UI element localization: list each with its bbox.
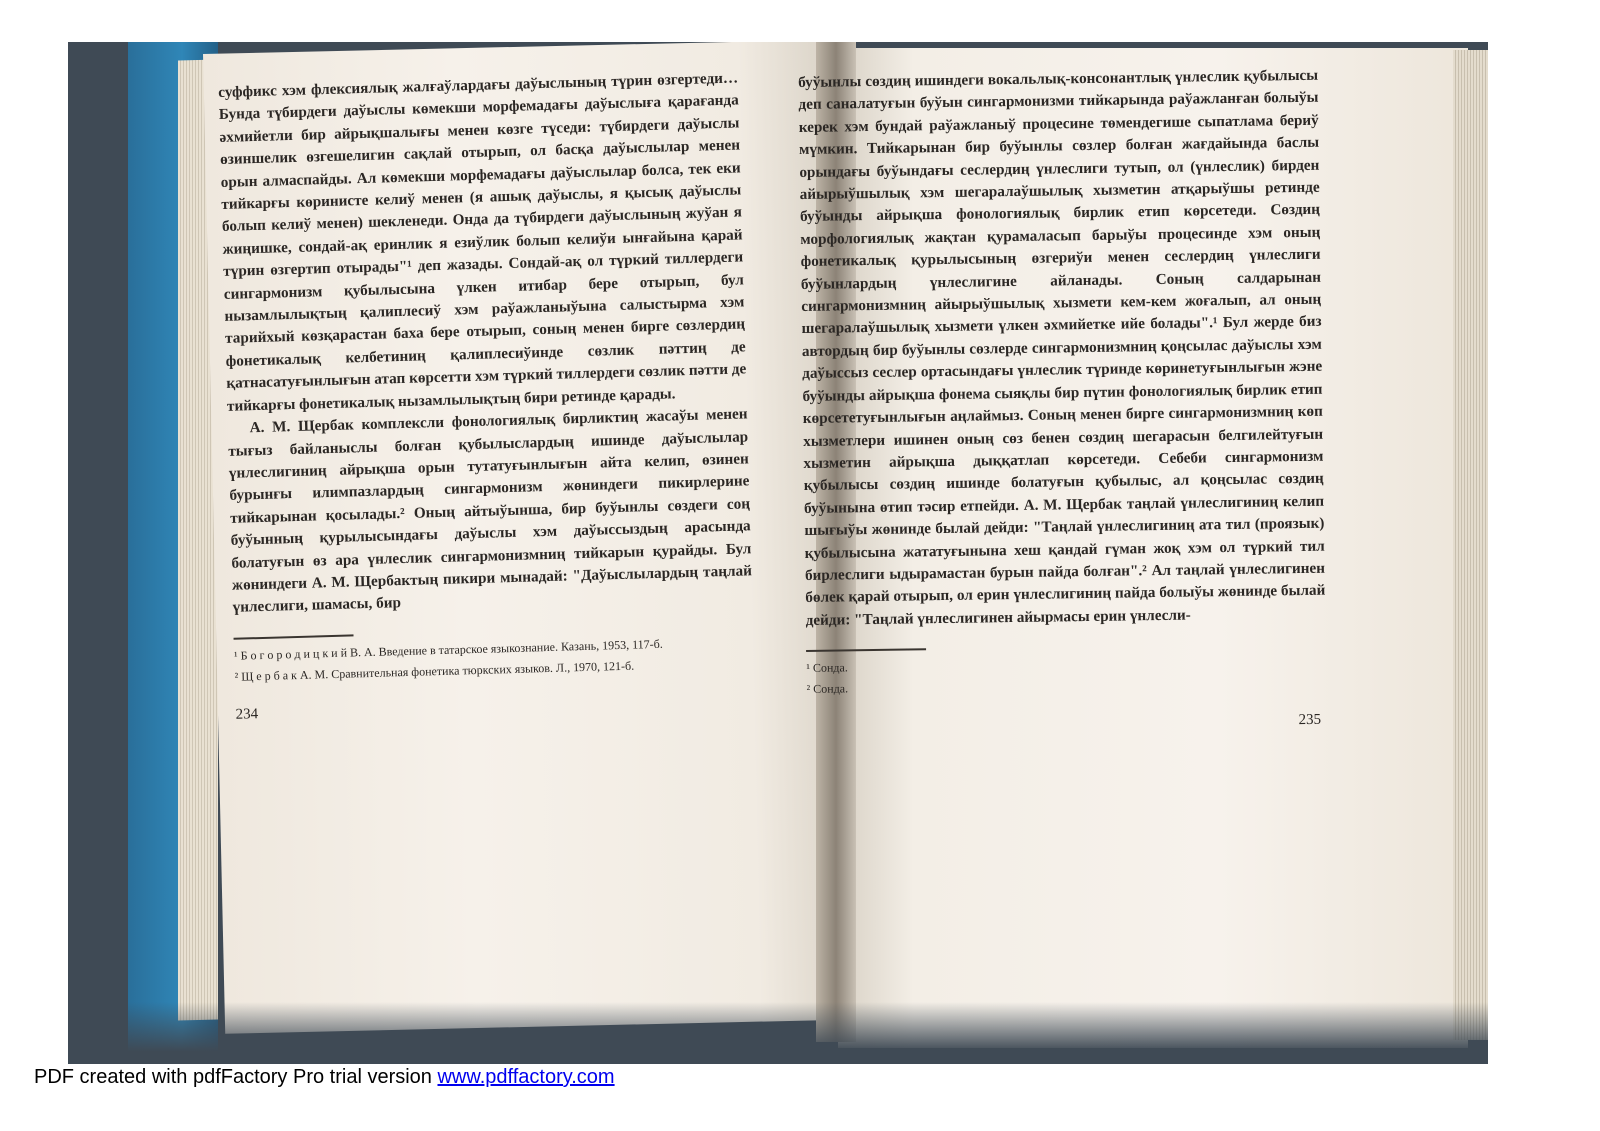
right-paragraph-1: буўынлы сөздиң ишиндеги вокальлық-консонантлық үнлеслик қубылысы деп саналатуғын буўын сингармонизми тийкарында раўажланған болыўы керек хэм бундай раўажланыў процесине төмендегише сыпатлама бериў мүмкин. Тийкарынан бир буўынлы сөзлер болған жағдайында баслы орындағы буўындағы сеслердиң үнлеслиги тутып, ол (үнлеслик) бирден айырыўшылық хэм шегаралаўшылық хызметин атқарыўшы ретинде буўынды айрықша фонологиялық бирлик етип көрсетеди. Сөздиң морфологиялық жақтан қурамаласып барыўы процесинде хэм оның фонетикалық қурылысының өзгериўи менен сеслердиң үнлеслиги буўынлардың үнлеслигине айланады. Соның салдарынан сингармонизмниң айырыўшылық хызмети кем-кем жоғалып, ал оның шегаралаўшылық хызмети үлкен әхмийетке ийе болады".¹ Бул жерде биз автордың бир буўынлы сөзлерде сингармонизмниң қоңсылас даўыслы хэм даўыссыз сеслер ортасындағы үнлеслик түринде көринетуғынлығын жэне буўынды айрықша фонема сыяқлы бир пүтин фонологиялық бирлик етип көрсететуғынлығын аңлаймыз. Соның менен бирге сингармонизмниң көп хызметлери ишинен оның сөз бенен сөздиң шегарасын белгилейтуғын хызметин айрықша дыққатлап көрсетеди. Себеби сингармонизм қубылысы сөздиң ишинде болатуғын қубылыс, ал қоңсылас сөздиң буўынына өтип тәсир етпейди. А. М. Щербак таңлай үнлеслигиниң келип шығыўы жөнинде былай дейди: "Таңлай үнлеслигиниң ата тил (проязык) қубылысына жататуғынына хеш қандай гүман жоқ хэм ол түркий тил бирлеслиги ыдырамастан бурын пайда болған".² Ал таңлай үнлеслигинен бөлек қарай отырып, ол ерин үнлеслигиниң пайда болыўы жөнинде былай дейди: "Таңлай үнлеслигинен айырмасы ерин үнлесли- bbox=[798, 66, 1326, 629]
footnote-divider bbox=[234, 634, 354, 639]
left-page-text bbox=[218, 67, 756, 725]
left-paragraph-2: А. М. Щербак комплексли фонологиялық бирликтиң жасаўы менен тығыз байланыслы болған қубылыслардың ишинде даўыслылар үнлеслигиниң айрықша орын тутатуғынлығын айта келип, өзинен бурынғы илимпазлардың сингармонизм жөниндеги пикирлерине тийкарынан қосылады.² Оның айтыўынша, бир буўынлы сөздеги соң буўынның қурылысындағы даўыслы хэм даўыссыздың арасында болатуғын өз ара үнлеслик сингармонизмниң тийкарын қурайды. Бул жөниндеги А. М. Щербактың пикири мынадай: "Даўыслылардың таңлай үнлеслиги, шамасы, бир bbox=[228, 405, 753, 617]
right-page-stack bbox=[1453, 50, 1488, 1040]
right-page-text bbox=[798, 65, 1327, 739]
footer-text: PDF created with pdfFactory Pro trial version bbox=[34, 1066, 438, 1088]
pdf-footer bbox=[34, 1066, 615, 1089]
left-footnote-2: ² Щ е р б а к А. М. Сравнительная фонетика тюркских языков. Л., 1970, 121-б. bbox=[234, 658, 635, 684]
footnote-divider bbox=[806, 648, 926, 652]
left-page-number: 234 bbox=[235, 705, 259, 723]
pdffactory-link[interactable]: www.pdffactory.com bbox=[437, 1066, 615, 1088]
left-paragraph-1: суффикс хэм флексиялық жалғаўлардағы даўыслының түрин өзгертеди… Бунда түбирдеги даўыслы көмекши морфемадағы даўыслыға қарағанда әхмийетли бир айрықшалығы менен көзге түседи: түбирдеги даўыслы өзиншелик өзгешелигин сақлай отырып, ол басқа даўыслылар менен орын алмаспайды. Ал көмекши морфемадағы даўыслылар болса, тек еки тийкарғы көринисте келиў менен (я ашық даўыслы, я қысық даўыслы болып келиў менен) шекленеди. Онда да түбирдеги даўыслының жуўан я жиңишке, сондай-ақ еринлик я езиўлик болып келиўи ынғайына қарай түрин өзгертип отырады"¹ деп жазады. Сондай-ақ ол түркий тиллердеги сингармонизм қубылысына үлкен итибар бере отырып, бул нызамлылықтың қалиплесиў хэм раўажланыўына салыстырма хэм тарийхый көзқарастан баха бере отырып, соның менен бирге сөзлердиң фонетикалық келбетиниң қалиплесиўинде сөзлик пәттиң де қатнасатуғынлығын атап көрсетти хэм түркий тиллердеги сөзлик пәтти де тийкарғы фонетикалық нызамлылықтың бири ретинде қарады. bbox=[218, 69, 747, 415]
right-footnote-2: ² Сонда. bbox=[806, 681, 849, 697]
right-footnote-1: ¹ Сонда. bbox=[806, 660, 848, 676]
left-footnote-1: ¹ Б о г о р о д и ц к и й В. А. Введение в татарское языкознание. Казань, 1953, 117-б. bbox=[233, 636, 663, 663]
scan-shadow bbox=[68, 1002, 1488, 1064]
right-page-number: 235 bbox=[1298, 711, 1322, 729]
